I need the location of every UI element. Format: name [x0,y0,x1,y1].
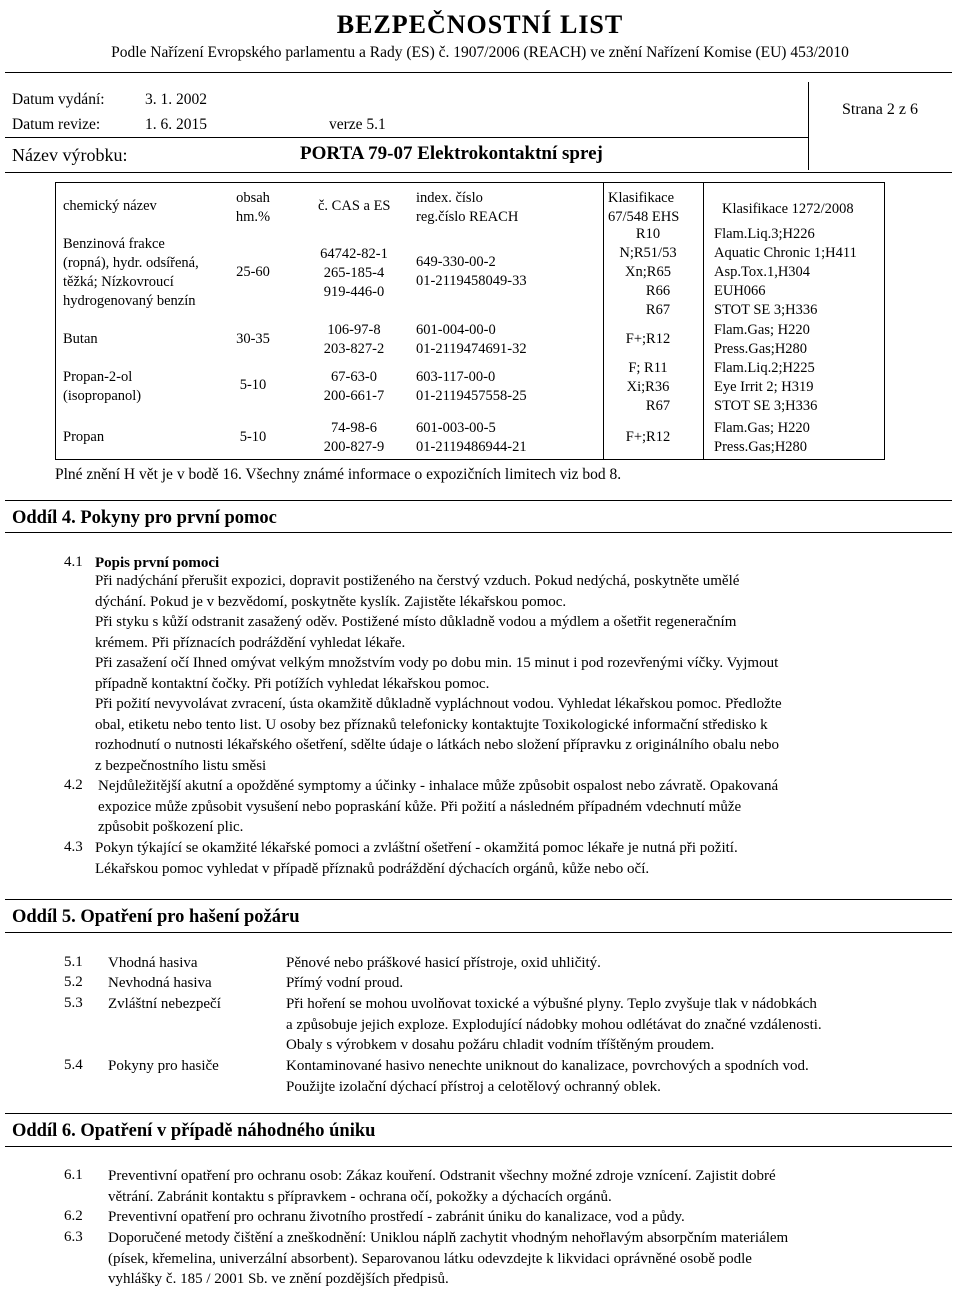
row4-cas: 74-98-6 200-827-9 [323,420,385,455]
row2-index: 601-004-00-0 01-2119474691-32 [416,322,527,357]
th-name: chemický název [63,198,157,214]
section-divider [5,932,952,933]
row2-cas: 106-97-8 203-827-2 [323,322,385,357]
row1-content: 25-60 [236,264,270,280]
issue-date-row [12,90,207,110]
section4-heading: Oddíl 4. Pokyny pro první pomoc [12,508,277,528]
row3-index: 603-117-00-0 01-2119457558-25 [416,369,527,404]
header-divider-2 [5,137,808,138]
issue-date-label: Datum vydání: [12,91,105,108]
section-divider [5,1146,952,1147]
document-subtitle: Podle Nařízení Evropského parlamentu a Rady (ES) č. 1907/2006 (REACH) ve znění Nařízení Komise (EU) 453/2010 [111,44,849,61]
th-klas-67548: Klasifikace 67/548 EHS [608,190,680,225]
revision-date-row [12,115,386,135]
section5-heading: Oddíl 5. Opatření pro hašení požáru [12,907,300,927]
header-divider [5,72,952,73]
s41-title: Popis první pomoci [95,555,220,571]
row3-cas: 67-63-0 200-661-7 [323,369,385,404]
row4-klas: F+;R12 [625,429,671,445]
s42-number: 4.2 [64,777,83,793]
s53-label: Zvláštní nebezpečí [108,996,221,1012]
s53-text: Při hoření se mohou uvolňovat toxické a výbušné plyny. Teplo zvyšuje tlak v nádobkách a způsobuje jejich exploze. Explodující nádobky mohou odlétávat do značné vzdálenosti. Obaly s výrobkem v dosahu požáru chladit vodním tříštěným proudem. [286,996,822,1053]
s52-text: Přímý vodní proud. [286,975,404,991]
row3-content: 5-10 [239,377,267,393]
s41-number: 4.1 [64,554,83,570]
s51-text: Pěnové nebo práškové hasicí přístroje, oxid uhličitý. [286,955,601,971]
th-cas: č. CAS a ES [318,198,391,214]
issue-date-value: 3. 1. 2002 [145,91,207,108]
table-col-divider [603,183,604,459]
s43-body: Pokyn týkající se okamžité lékařské pomoci a zvláštní ošetření - okamžitá pomoc lékaře je nutná při požití. Lékařskou pomoc vyhledat v případě příznaků podráždění dýchacích orgánů, kůže nebo očí. [95,840,738,877]
s54-label: Pokyny pro hasiče [108,1058,219,1074]
row4-klas1272: Flam.Gas; H220 Press.Gas;H280 [714,420,810,455]
row1-name: Benzinová frakce (ropná), hydr. odsířená, těžká; Nízkovroucí hydrogenovaný benzín [63,236,199,309]
version-label: verze 5.1 [329,116,386,133]
row2-klas1272: Flam.Gas; H220 Press.Gas;H280 [714,322,810,357]
th-index: index. číslo reg.číslo REACH [416,190,519,225]
s51-label: Vhodná hasiva [108,955,198,971]
row2-name: Butan [63,331,98,347]
s63-text: Doporučené metody čištění a zneškodnění: Uniklou náplň zachytit vhodným nehořlavým absorpčním materiálem (písek, křemelina, univerzální absorbent). Separovanou látku odevzdejte k likvidaci oprávněné osobě podle vyhlášky č. 185 / 2001 Sb. ve znění pozdějších předpisů. [108,1230,789,1287]
composition-note: Plné znění H vět je v bodě 16. Všechny známé informace o expozičních limitech viz bod 8. [55,466,622,483]
row3-klas1272: Flam.Liq.2;H225 Eye Irrit 2; H319 STOT SE 3;H336 [714,360,818,414]
section-divider [5,899,952,900]
row4-content: 5-10 [239,429,267,445]
page-number: Strana 2 z 6 [842,101,918,118]
s42-body: Nejdůležitější akutní a opožděné symptomy a účinky - inhalace může způsobit ospalost nebo závratě. Opakovaná expozice může způsobit vysušení nebo popraskání kůže. Při požití a následném případném vdechnutí může způsobit poškození plic. [98,778,779,835]
composition-table [55,182,885,460]
section6-heading: Oddíl 6. Opatření v případě náhodného úniku [12,1121,376,1141]
row3-name: Propan-2-ol (isopropanol) [63,369,142,404]
s54-text: Kontaminované hasivo nenechte uniknout do kanalizace, povrchových a spodních vod. Použijte izolační dýchací přístroj a celotělový ochranný oblek. [286,1058,809,1095]
revision-date-value: 1. 6. 2015 [145,116,207,133]
th-content: obsah hm.% [235,190,271,225]
s41-body: Při nadýchání přerušit expozici, dopravit postiženého na čerstvý vzduch. Pokud nedýchá, poskytněte umělé dýchání. Pokud je v bezvědomí, poskytněte kyslík. Zajistěte lékařskou pomoc. Při styku s kůží odstranit zasažený oděv. Postižené místo důkladně vodou a mýdlem a ošetřit regeneračním krémem. Při příznacích podráždění vyhledat lékaře. Při zasažení očí Ihned omývat velkým množstvím vody po dobu min. 15 minut i pod rozevřenými víčky. Vyjmout případně kontaktní čočky. Při potížích vyhledat lékařskou pomoc. Při požití nevyvolávat zvracení, ústa okamžitě důkladně vypláchnout vodou. Vyhledat lékařskou pomoc. Předložte obal, etiketu nebo tento list. U osoby bez příznaků telefonicky kontaktujte Toxikologické informační středisko k rozhodnutí o nutnosti lékařského ošetření, sdělte údaje o látkách nebo složení přípravku z originálního obalu nebo z bezpečnostního listu směsi [95,573,782,774]
section-divider [5,1113,952,1114]
revision-date-label: Datum revize: [12,116,101,133]
s61-text: Preventivní opatření pro ochranu osob: Zákaz kouření. Odstranit všechny možné zdroje vznícení. Zajistit dobré větrání. Zabránit kontaktu s přípravkem - ochrana očí, pokožky a dýchacích orgánů. [108,1168,776,1205]
s62-text: Preventivní opatření pro ochranu životního prostředí - zabránit úniku do kanalizace, vod a půdy. [108,1209,685,1225]
row2-content: 30-35 [236,331,270,347]
s43-number: 4.3 [64,839,83,855]
row1-index: 649-330-00-2 01-2119458049-33 [416,254,527,289]
row4-index: 601-003-00-5 01-2119486944-21 [416,420,527,455]
s52-label: Nevhodná hasiva [108,975,212,991]
section-divider [5,500,952,501]
document-title: BEZPEČNOSTNÍ LIST [336,10,624,39]
table-col-divider [703,183,704,459]
row2-klas: F+;R12 [625,331,671,347]
th-klas-1272: Klasifikace 1272/2008 [722,201,854,217]
row3-klas: F; R11 Xi;R36 R67 [626,360,671,414]
header-divider-3 [5,172,952,173]
row4-name: Propan [63,429,105,445]
row1-klas: R10 N;R51/53 Xn;R65 R66 R67 [619,226,677,318]
product-name: PORTA 79-07 Elektrokontaktní sprej [300,143,603,164]
row1-klas1272: Flam.Liq.3;H226 Aquatic Chronic 1;H411 Asp.Tox.1,H304 EUH066 STOT SE 3;H336 [714,226,857,318]
section-divider [5,532,952,533]
row1-cas: 64742-82-1 265-185-4 919-446-0 [320,246,388,300]
product-label: Název výrobku: [12,145,128,165]
page-box [808,82,952,170]
